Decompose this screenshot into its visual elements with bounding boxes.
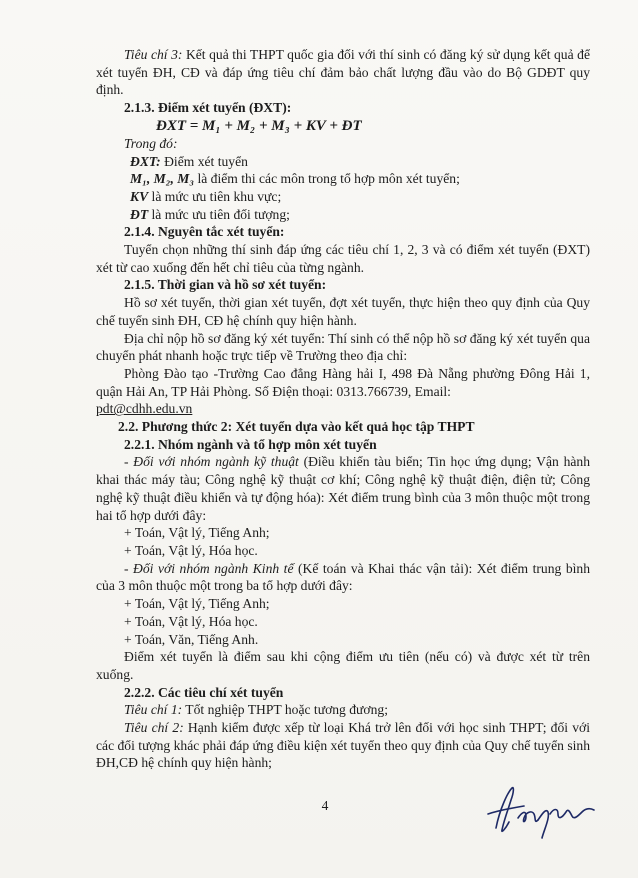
- closing-paragraph: Điểm xét tuyển là điểm sau khi cộng điểm ưu tiên (nếu có) và được xét từ trên xuống.: [96, 649, 590, 682]
- definition-term: ĐXT:: [130, 153, 161, 169]
- section-2-1-5-paragraph-2: Địa chỉ nộp hồ sơ đăng ký xét tuyển: Thí sinh có thể nộp hồ sơ đăng ký xét tuyển qua chuyển phát nhanh hoặc trực tiếp về Trường theo địa chỉ:: [96, 330, 590, 364]
- page-number: 4: [321, 798, 329, 813]
- email-link[interactable]: [96, 400, 590, 418]
- criteria-2-text: Hạnh kiểm được xếp từ loại Khá trở lên đối với học sinh THPT; đối với các đối tượng khác phải đáp ứng điều kiện xét tuyển theo quy định của Quy chế tuyển sinh ĐH,CĐ hệ chính quy hiện hành;: [96, 720, 590, 771]
- formula: ĐXT = M₁ + M₂ + M₃ + KV + ĐT: [156, 117, 362, 134]
- criteria-2-label: Tiêu chí 2:: [124, 720, 184, 736]
- criteria-3-text: Kết quả thi THPT quốc gia đối với thí sinh có đăng ký sử dụng kết quả để xét tuyển ĐH, CĐ và đáp ứng tiêu chí đảm bảo chất lượng đầu vào do Bộ GDĐT quy định.: [96, 47, 590, 98]
- tech-group-label: - Đối với nhóm ngành kỹ thuật: [124, 454, 299, 470]
- section-2-1-5-paragraph-1: Hồ sơ xét tuyển, thời gian xét tuyển, đợt xét tuyển, thực hiện theo quy định của Quy chế tuyển sinh ĐH, CĐ hệ chính quy hiện hành.: [96, 295, 590, 328]
- where-label: Trong đó:: [124, 135, 178, 151]
- criteria-3-paragraph: [96, 46, 590, 99]
- criteria-2-paragraph: [96, 719, 590, 772]
- section-2-2-heading: 2.2. Phương thức 2: Xét tuyển dựa vào kết quả học tập THPT: [118, 419, 475, 435]
- document-body: [96, 46, 590, 772]
- definition-desc: là mức ưu tiên khu vực;: [148, 188, 282, 204]
- econ-group-label: - Đối với nhóm ngành Kinh tế: [124, 560, 294, 576]
- definition-term: M₁, M₂, M₃: [130, 171, 195, 187]
- econ-group-text: (Kế toán và Khai thác vận tải): Xét điểm trung bình của 3 môn thuộc một trong ba tổ hợp dưới đây:: [96, 560, 590, 594]
- definition-item: [96, 188, 590, 206]
- section-2-1-5-heading: 2.1.5. Thời gian và hồ sơ xét tuyển:: [124, 277, 327, 293]
- handwritten-signature: [478, 778, 606, 842]
- list-item: + Toán, Vật lý, Hóa học.: [124, 613, 258, 629]
- section-2-2-2-heading: 2.2.2. Các tiêu chí xét tuyển: [124, 684, 284, 700]
- definition-term: KV: [130, 188, 149, 204]
- definition-term: ĐT: [130, 206, 149, 222]
- section-2-1-5-address: Phòng Đào tạo -Trường Cao đẳng Hàng hải I, 498 Đà Nẵng phường Đông Hải 1, quận Hải An, TP Hải Phòng. Số Điện thoại: 0313.766739, Email:: [96, 365, 590, 399]
- list-item: + Toán, Vật lý, Tiếng Anh;: [124, 596, 270, 612]
- list-item: + Toán, Vật lý, Tiếng Anh;: [124, 525, 270, 541]
- definition-item: [96, 206, 590, 224]
- list-item: + Toán, Vật lý, Hóa học.: [124, 542, 258, 558]
- definition-item: [96, 153, 590, 171]
- definition-desc: là điểm thi các môn trong tổ hợp môn xét tuyển;: [194, 171, 460, 187]
- criteria-1-text: Tốt nghiệp THPT hoặc tương đương;: [182, 702, 388, 718]
- section-2-1-3-heading: 2.1.3. Điểm xét tuyển (ĐXT):: [124, 100, 292, 116]
- section-2-1-4-heading: 2.1.4. Nguyên tắc xét tuyển:: [124, 224, 285, 240]
- definition-item: [96, 170, 590, 188]
- list-item: + Toán, Văn, Tiếng Anh.: [124, 631, 259, 647]
- section-2-2-1-heading: 2.2.1. Nhóm ngành và tổ hợp môn xét tuyển: [124, 436, 377, 452]
- tech-group-text: (Điều khiển tàu biển; Tin học ứng dụng; Vận hành khai thác máy tàu; Công nghệ kỹ thuật cơ khí; Công nghệ kỹ thuật điện, điện tử; Công nghệ kỹ thuật điều khiển và tự động hóa): Xét điểm trung bình của 3 môn thuộc một trong hai tổ hợp dưới đây:: [96, 454, 590, 523]
- email-text[interactable]: pdt@cdhh.edu.vn: [96, 401, 193, 417]
- definition-desc: là mức ưu tiên đối tượng;: [148, 206, 290, 222]
- definition-desc: Điểm xét tuyển: [160, 153, 248, 169]
- section-2-1-4-text: Tuyển chọn những thí sinh đáp ứng các tiêu chí 1, 2, 3 và có điểm xét tuyển (ĐXT) xét từ cao xuống đến hết chỉ tiêu của từng ngành.: [96, 242, 590, 275]
- criteria-1-label: Tiêu chí 1:: [124, 702, 183, 718]
- criteria-3-label: Tiêu chí 3:: [124, 47, 183, 62]
- tech-group-paragraph: [96, 453, 590, 524]
- criteria-1-paragraph: [96, 701, 590, 719]
- econ-group-paragraph: [96, 560, 590, 595]
